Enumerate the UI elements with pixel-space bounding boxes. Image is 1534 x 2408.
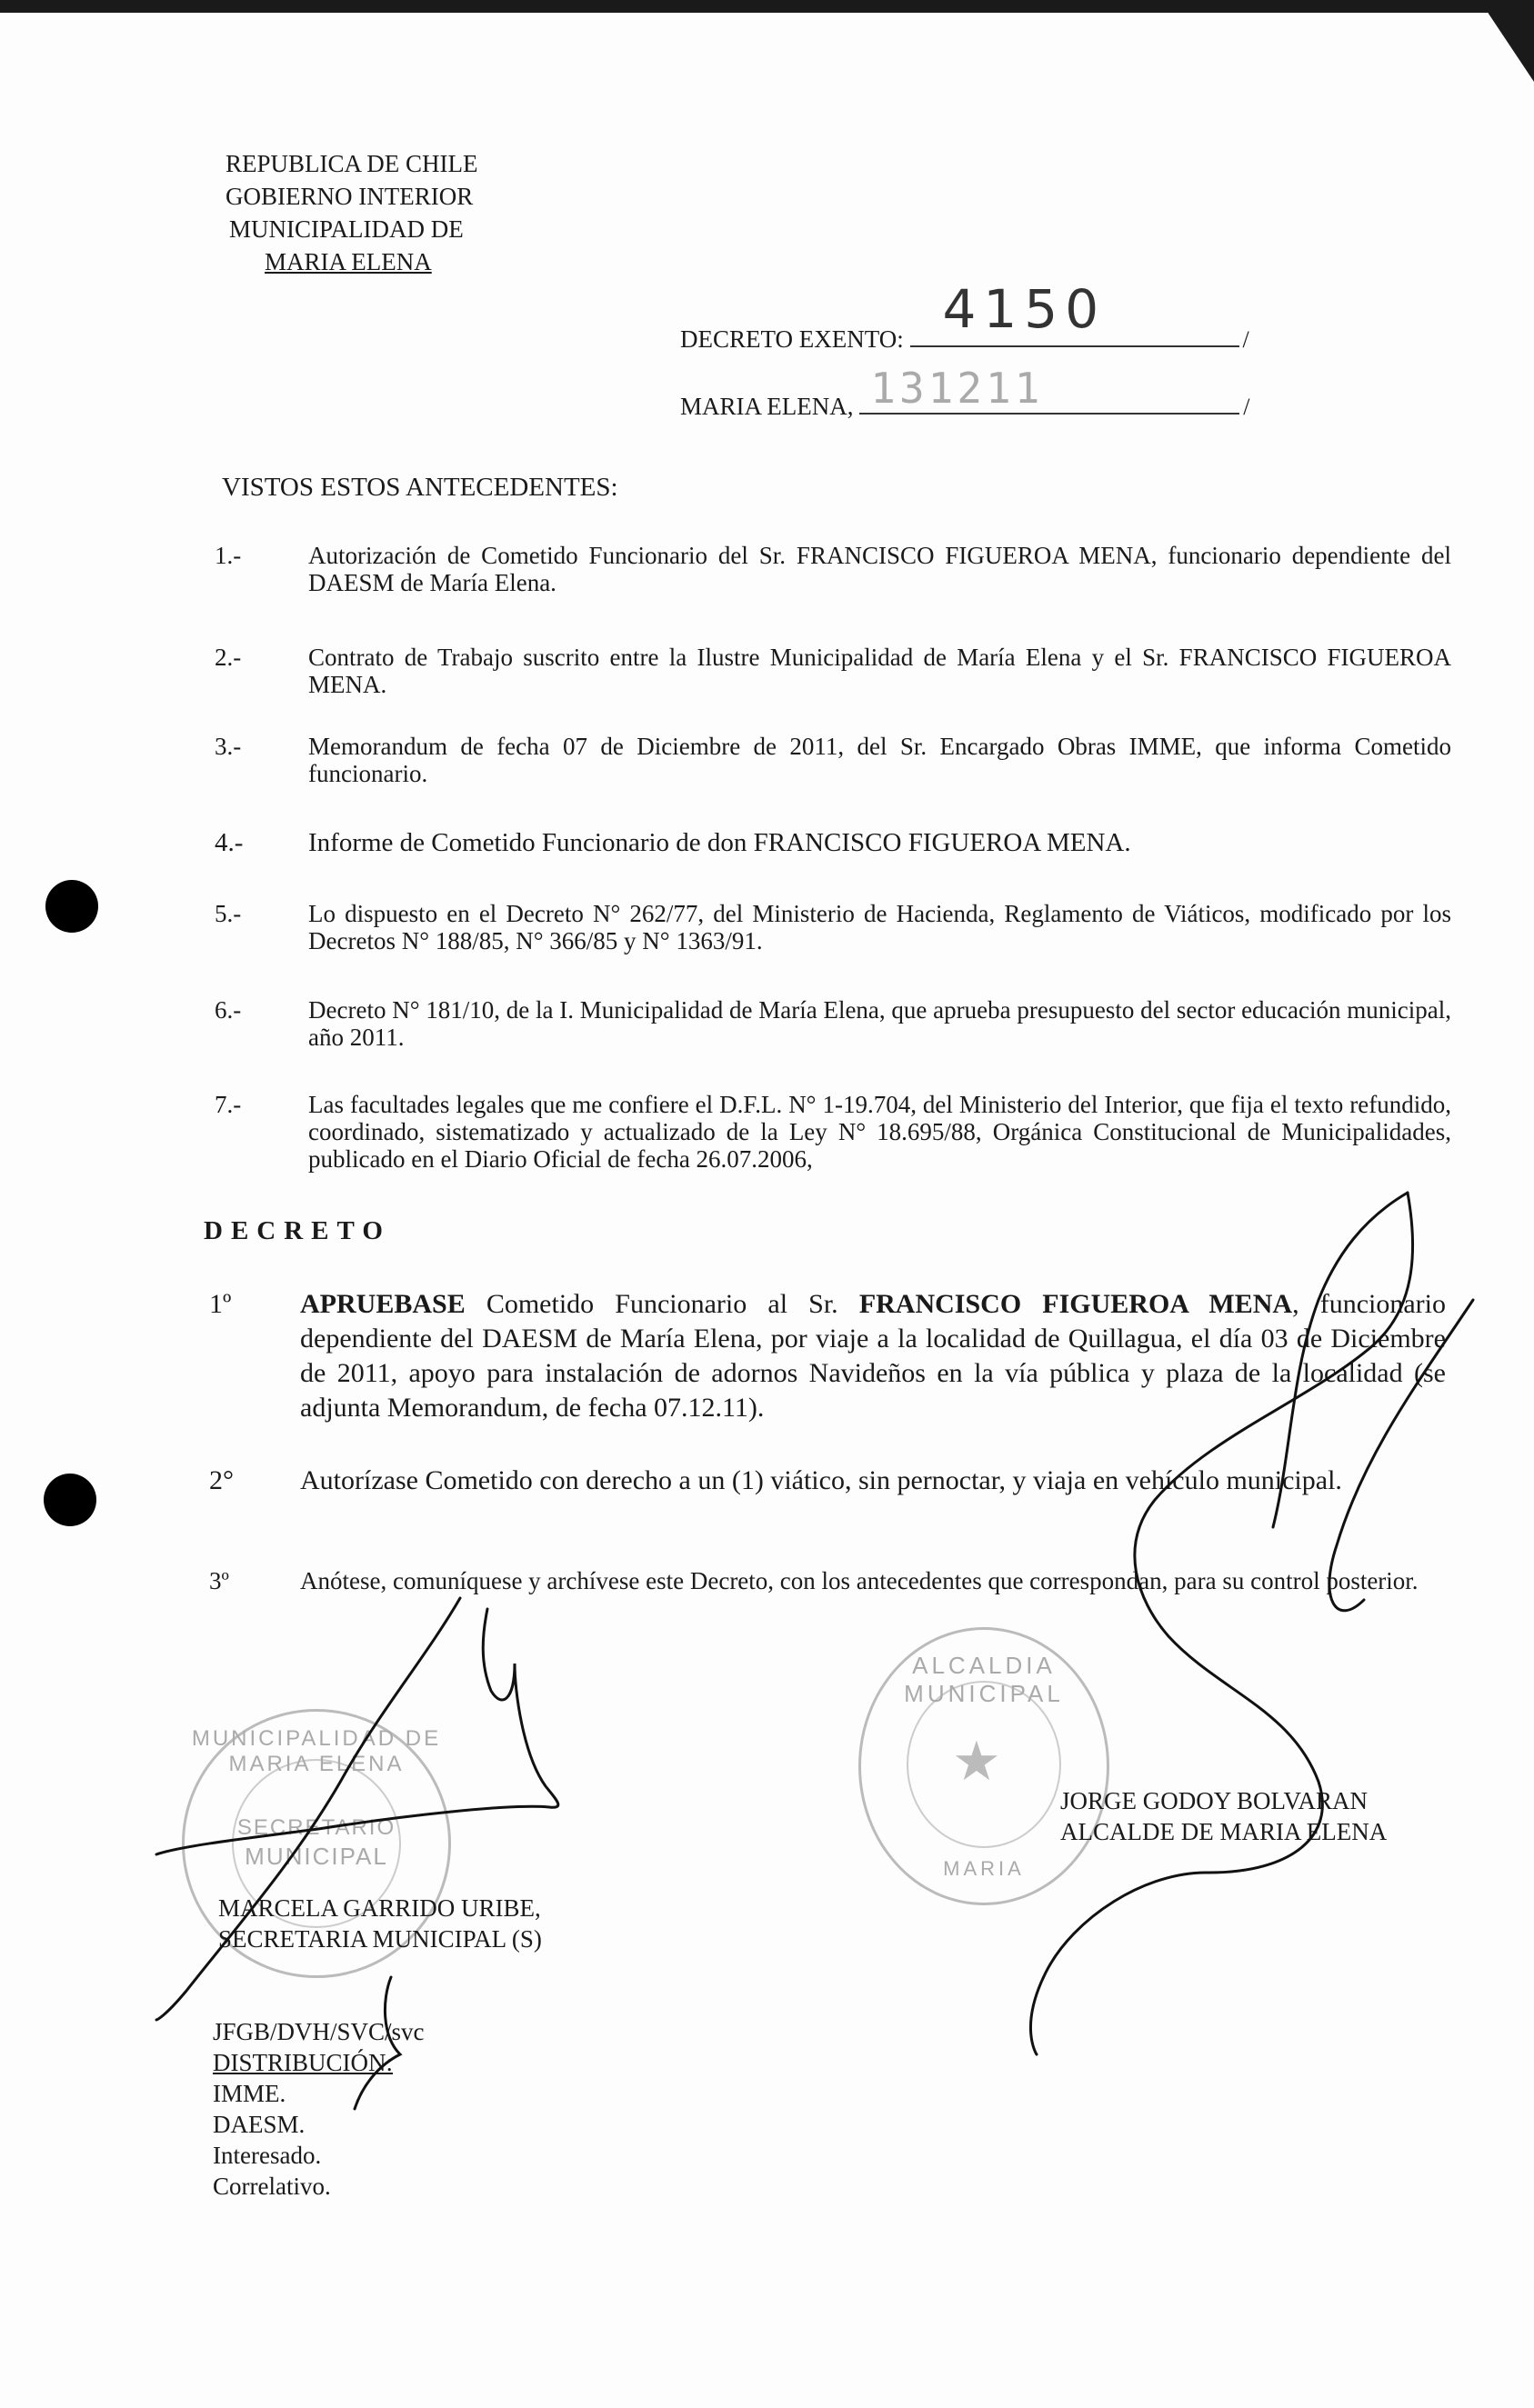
bold-text: FRANCISCO FIGUEROA MENA [858,1289,1293,1319]
slash: / [1243,394,1250,420]
article-number: 2° [209,1465,234,1495]
mayor-title: ALCALDE DE MARIA ELENA [1060,1818,1388,1845]
decreto-heading: DECRETO [204,1216,391,1245]
article-text: Anótese, comuníquese y archívese este Decreto, con los antecedentes que correspondan, para su control posterior. [300,1567,1419,1594]
coat-of-arms-icon: ★ [952,1731,1001,1792]
seal-ring-text: MARIA [943,1857,1025,1880]
item-number: 4.- [215,828,244,857]
seal-ring-text: ALCALDIA MUNICIPAL [904,1652,1064,1707]
header-line: GOBIERNO INTERIOR [226,183,474,210]
vistos-heading: VISTOS ESTOS ANTECEDENTES: [222,473,618,502]
secretary-name: MARCELA GARRIDO URIBE, [218,1894,541,1922]
slash: / [1242,326,1249,353]
item-number: 1.- [215,542,242,569]
item-text: Autorización de Cometido Funcionario del Sr. FRANCISCO FIGUEROA MENA, funcionario dependiente del DAESM de María Elena. [308,542,1451,596]
seal-ring-text: MUNICIPALIDAD DE MARIA ELENA [191,1726,442,1776]
item-text: Contrato de Trabajo suscrito entre la Ilustre Municipalidad de María Elena y el Sr. FRANCISCO FIGUEROA MENA. [308,644,1451,698]
date-stamp: 131211 [870,364,1044,413]
item-text: Decreto N° 181/10, de la I. Municipalidad de María Elena, que aprueba presupuesto del sector educación municipal, año 2011. [308,996,1451,1051]
item-text: Memorandum de fecha 07 de Diciembre de 2011, del Sr. Encargado Obras IMME, que informa Cometido funcionario. [308,733,1451,787]
decree-number: 4150 [942,278,1107,340]
seal-center-text: SECRETARIO [236,1815,396,1840]
mayor-signature [1030,1193,1412,2054]
header-line: REPUBLICA DE CHILE [226,150,478,177]
header-line: MUNICIPALIDAD DE [229,215,464,243]
distribution-item: IMME. [213,2080,286,2107]
mayor-name: JORGE GODOY BOLVARAN [1060,1787,1369,1814]
secretary-title: SECRETARIA MUNICIPAL (S) [218,1925,542,1953]
distribution-item: Correlativo. [213,2173,331,2200]
item-text: Lo dispuesto en el Decreto N° 262/77, del Ministerio de Hacienda, Reglamento de Viáticos, modificado por los Decretos N° 188/85, N° 366/85 y N° 1363/91. [308,900,1451,954]
item-text: Informe de Cometido Funcionario de don FRANCISCO FIGUEROA MENA. [308,828,1131,857]
distribution-heading: DISTRIBUCIÓN: [213,2049,394,2076]
item-number: 6.- [215,996,242,1024]
text-run: Cometido Funcionario al Sr. [465,1289,859,1319]
bold-text: APRUEBASE [300,1289,466,1319]
article-number: 1º [209,1289,232,1319]
header-line: MARIA ELENA [265,248,432,275]
text-run: , funcionario dependiente del DAESM de María Elena, por viaje a la localidad de Quillagua, el día 03 de Diciembre de 2011, apoyo para instalación de adornos Navideños en la vía pública y plaza de la localidad (se adjunta Memorandum, de fecha 07.12.11). [300,1289,1446,1423]
item-text: Las facultades legales que me confiere el D.F.L. N° 1-19.704, del Ministerio del Interior, que fija el texto refundido, coordinado, sistematizado y actualizado de la Ley N° 18.695/88, Orgánica Constitucional de Municipalidades, publicado en el Diario Oficial de fecha 26.07.2006, [308,1091,1451,1173]
decree-label: DECRETO EXENTO: [680,325,904,353]
item-number: 7.- [215,1091,242,1118]
item-number: 3.- [215,733,242,760]
article-text: Autorízase Cometido con derecho a un (1) viático, sin pernoctar, y viaja en vehículo municipal. [300,1465,1342,1495]
secretary-signature [156,1598,460,2020]
article-number: 3º [209,1567,229,1594]
initials: JFGB/DVH/SVC/svc [213,2018,425,2045]
distribution-item: Interesado. [213,2142,322,2169]
place-label: MARIA ELENA, [680,393,854,420]
distribution-item: DAESM. [213,2111,306,2138]
item-number: 5.- [215,900,242,927]
seal-center-text: MUNICIPAL [245,1843,388,1870]
item-number: 2.- [215,644,242,671]
